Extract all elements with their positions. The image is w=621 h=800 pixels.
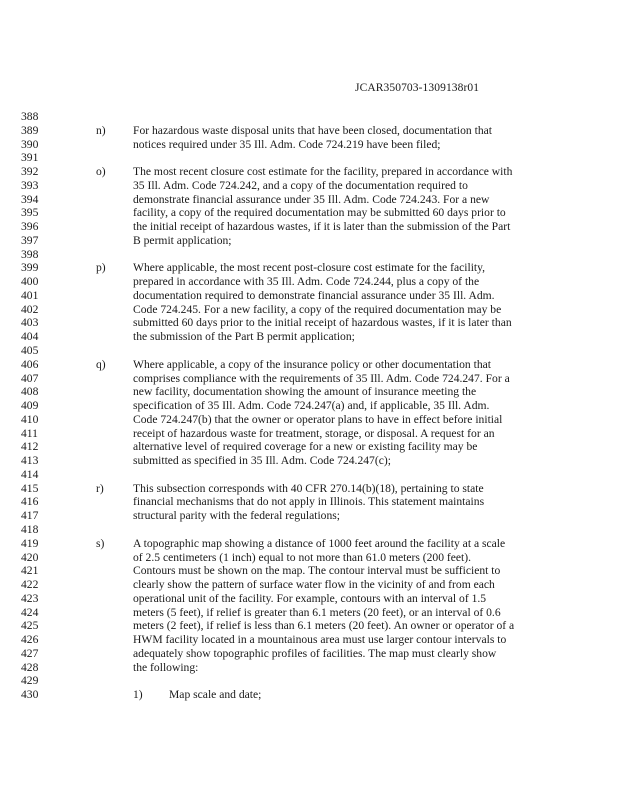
line-number: 423 xyxy=(21,591,39,605)
line-text: the following: xyxy=(133,660,199,674)
line-text: the initial receipt of hazardous wastes, if it is later than the submission of the Part xyxy=(133,220,511,234)
document-line xyxy=(0,674,621,688)
document-line xyxy=(0,358,621,372)
line-number: 390 xyxy=(21,137,39,151)
document-line xyxy=(0,688,621,702)
line-number: 421 xyxy=(21,564,39,578)
line-text: adequately show topographic profiles of facilities. The map must clearly show xyxy=(133,646,497,660)
line-number: 417 xyxy=(21,509,39,523)
line-text: documentation required to demonstrate financial assurance under 35 Ill. Adm. xyxy=(133,288,495,302)
line-text: submitted as specified in 35 Ill. Adm. Code 724.247(c); xyxy=(133,454,391,468)
line-number: 408 xyxy=(21,385,39,399)
numbered-text-lines xyxy=(0,110,621,702)
document-line xyxy=(0,165,621,179)
document-line xyxy=(0,509,621,523)
line-text: The most recent closure cost estimate for the facility, prepared in accordance with xyxy=(133,165,513,179)
line-number: 403 xyxy=(21,316,39,330)
line-number: 388 xyxy=(21,110,39,123)
document-line xyxy=(0,124,621,138)
line-number: 414 xyxy=(21,467,39,481)
document-line xyxy=(0,399,621,413)
line-text: receipt of hazardous waste for treatment, storage, or disposal. A request for an xyxy=(133,426,495,440)
line-number: 401 xyxy=(21,288,39,302)
document-line xyxy=(0,619,621,633)
document-line xyxy=(0,440,621,454)
line-text: submitted 60 days prior to the initial receipt of hazardous wastes, if it is later than xyxy=(133,316,512,330)
document-line xyxy=(0,592,621,606)
line-number: 392 xyxy=(21,165,39,179)
line-number: 409 xyxy=(21,399,39,413)
line-number: 416 xyxy=(21,495,39,509)
line-number: 396 xyxy=(21,220,39,234)
line-number: 428 xyxy=(21,660,39,674)
line-number: 426 xyxy=(21,633,39,647)
line-text: financial mechanisms that do not apply in Illinois. This statement maintains xyxy=(133,495,485,509)
line-text: operational unit of the facility. For example, contours with an interval of 1.5 xyxy=(133,591,487,605)
document-line xyxy=(0,344,621,358)
line-number: 412 xyxy=(21,440,39,454)
item-label: 1) xyxy=(133,688,143,702)
line-number: 397 xyxy=(21,233,39,247)
document-line xyxy=(0,138,621,152)
document-line xyxy=(0,289,621,303)
line-text: This subsection corresponds with 40 CFR 270.14(b)(18), pertaining to state xyxy=(133,481,484,495)
subsection-label: q) xyxy=(96,357,106,371)
document-line xyxy=(0,151,621,165)
document-line xyxy=(0,427,621,441)
line-text: of 2.5 centimeters (1 inch) equal to not more than 61.0 meters (200 feet). xyxy=(133,550,472,564)
document-line xyxy=(0,193,621,207)
line-text: clearly show the pattern of surface water flow in the vicinity of and from each xyxy=(133,578,495,592)
line-number: 405 xyxy=(21,344,39,358)
line-text: the submission of the Part B permit application; xyxy=(133,330,355,344)
document-line xyxy=(0,523,621,537)
document-line xyxy=(0,537,621,551)
document-id: JCAR350703-1309138r01 xyxy=(355,82,480,94)
line-number: 411 xyxy=(21,426,38,440)
document-line xyxy=(0,303,621,317)
line-number: 406 xyxy=(21,357,39,371)
line-number: 424 xyxy=(21,605,39,619)
line-number: 404 xyxy=(21,330,39,344)
line-number: 429 xyxy=(21,674,39,688)
subsection-label: r) xyxy=(96,481,104,495)
document-line xyxy=(0,661,621,675)
line-text: Code 724.247(b) that the owner or operator plans to have in effect before initial xyxy=(133,412,503,426)
subsection-label: p) xyxy=(96,261,106,275)
line-text: A topographic map showing a distance of 1000 feet around the facility at a scale xyxy=(133,536,506,550)
line-number: 389 xyxy=(21,123,39,137)
line-number: 391 xyxy=(21,151,39,165)
document-line xyxy=(0,633,621,647)
line-text: new facility, documentation showing the amount of insurance meeting the xyxy=(133,385,477,399)
line-number: 413 xyxy=(21,454,39,468)
document-line xyxy=(0,275,621,289)
item-text: Map scale and date; xyxy=(169,688,262,702)
line-text: For hazardous waste disposal units that have been closed, documentation that xyxy=(133,123,492,137)
document-line xyxy=(0,606,621,620)
line-number: 393 xyxy=(21,178,39,192)
document-line xyxy=(0,110,621,124)
line-number: 407 xyxy=(21,371,39,385)
line-number: 425 xyxy=(21,619,39,633)
document-line xyxy=(0,330,621,344)
document-line xyxy=(0,647,621,661)
document-line xyxy=(0,220,621,234)
subsection-label: o) xyxy=(96,165,106,179)
subsection-label: n) xyxy=(96,123,106,137)
line-text: demonstrate financial assurance under 35 Ill. Adm. Code 724.243. For a new xyxy=(133,192,490,206)
line-text: meters (5 feet), if relief is greater than 6.1 meters (20 feet), or an interval of 0.6 xyxy=(133,605,501,619)
document-line xyxy=(0,316,621,330)
document-line xyxy=(0,413,621,427)
document-line xyxy=(0,454,621,468)
line-text: alternative level of required coverage for a new or existing facility may be xyxy=(133,440,478,454)
line-number: 410 xyxy=(21,412,39,426)
document-line xyxy=(0,234,621,248)
line-number: 430 xyxy=(21,688,39,702)
document-line xyxy=(0,482,621,496)
line-text: Contours must be shown on the map. The contour interval must be sufficient to xyxy=(133,564,501,578)
line-text: Code 724.245. For a new facility, a copy of the required documentation may be xyxy=(133,302,502,316)
line-number: 415 xyxy=(21,481,39,495)
line-number: 395 xyxy=(21,206,39,220)
document-line xyxy=(0,551,621,565)
document-line xyxy=(0,372,621,386)
line-number: 399 xyxy=(21,261,39,275)
line-text: B permit application; xyxy=(133,233,232,247)
line-number: 419 xyxy=(21,536,39,550)
line-number: 402 xyxy=(21,302,39,316)
line-text: specification of 35 Ill. Adm. Code 724.247(a) and, if applicable, 35 Ill. Adm. xyxy=(133,399,490,413)
line-number: 394 xyxy=(21,192,39,206)
line-number: 422 xyxy=(21,578,39,592)
document-line xyxy=(0,578,621,592)
line-number: 427 xyxy=(21,646,39,660)
subsection-label: s) xyxy=(96,536,105,550)
line-text: 35 Ill. Adm. Code 724.242, and a copy of the documentation required to xyxy=(133,178,468,192)
document-line xyxy=(0,261,621,275)
line-text: structural parity with the federal regulations; xyxy=(133,509,341,523)
document-line xyxy=(0,385,621,399)
line-number: 420 xyxy=(21,550,39,564)
document-line xyxy=(0,495,621,509)
line-text: HWM facility located in a mountainous area must use larger contour intervals to xyxy=(133,633,507,647)
line-text: notices required under 35 Ill. Adm. Code 724.219 have been filed; xyxy=(133,137,441,151)
line-text: prepared in accordance with 35 Ill. Adm. Code 724.244, plus a copy of the xyxy=(133,275,480,289)
line-text: Where applicable, a copy of the insurance policy or other documentation that xyxy=(133,357,491,371)
document-line xyxy=(0,179,621,193)
line-text: Where applicable, the most recent post-closure cost estimate for the facility, xyxy=(133,261,486,275)
document-line xyxy=(0,206,621,220)
document-line xyxy=(0,564,621,578)
line-text: comprises compliance with the requirements of 35 Ill. Adm. Code 724.247. For a xyxy=(133,371,510,385)
line-number: 400 xyxy=(21,275,39,289)
document-line xyxy=(0,248,621,262)
line-text: meters (2 feet), if relief is less than 6.1 meters (20 feet). An owner or operator of a xyxy=(133,619,515,633)
document-line xyxy=(0,468,621,482)
line-number: 418 xyxy=(21,522,39,536)
line-number: 398 xyxy=(21,247,39,261)
line-text: facility, a copy of the required documentation may be submitted 60 days prior to xyxy=(133,206,506,220)
